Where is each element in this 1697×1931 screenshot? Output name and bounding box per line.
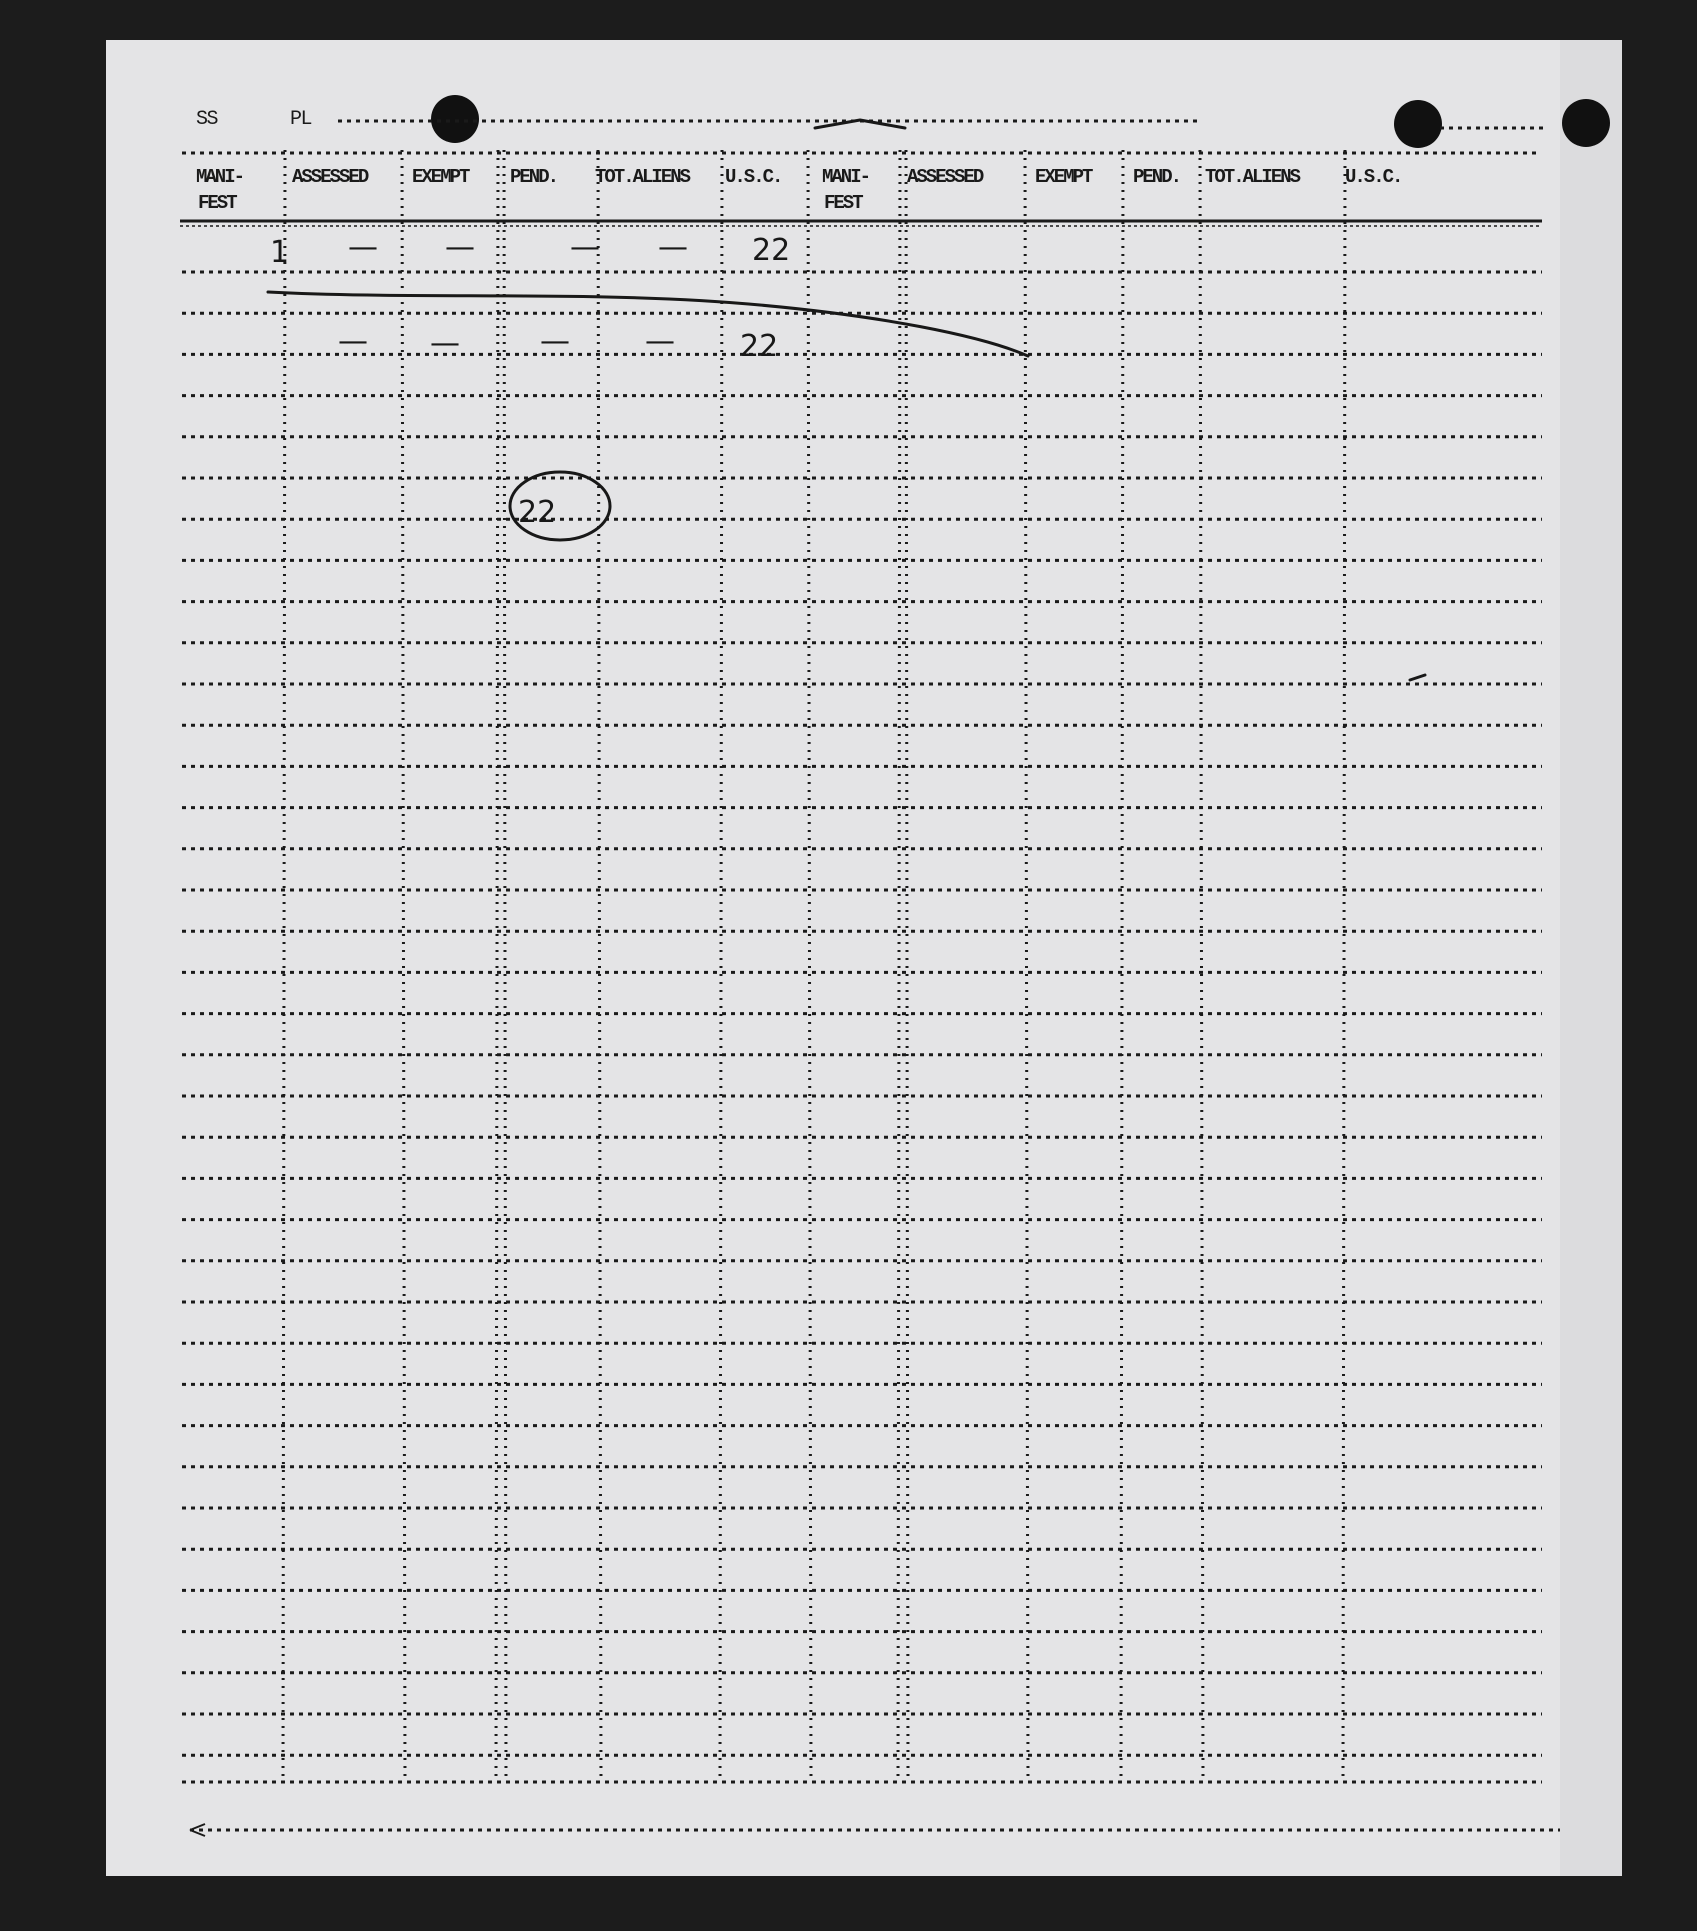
punch-hole — [1394, 100, 1442, 148]
header-exempt: EXEMPT — [412, 166, 469, 188]
header-manifest-2: FEST — [198, 192, 236, 214]
total-exempt: — — [430, 326, 460, 361]
vessel-prefix: SS — [196, 108, 218, 131]
row1-manifest: 1 — [270, 235, 290, 270]
header-exempt-right: EXEMPT — [1035, 166, 1092, 188]
header-usc-right: U.S.C. — [1345, 166, 1402, 188]
row1-assessed: — — [348, 230, 378, 265]
vessel-suffix: PL — [290, 108, 312, 131]
header-manifest-right: MANI- — [822, 166, 870, 188]
total-pend: — — [540, 324, 570, 359]
paper-sheet — [106, 40, 1622, 1876]
header-pend-right: PEND. — [1133, 166, 1181, 188]
row1-usc: 22 — [752, 233, 791, 268]
header-assessed-right: ASSESSED — [907, 166, 983, 188]
paper-edge-shade — [1560, 40, 1622, 1876]
header-pend: PEND. — [510, 166, 558, 188]
total-assessed: — — [338, 324, 368, 359]
circled-total-value: 22 — [518, 495, 557, 530]
header-assessed: ASSESSED — [292, 166, 368, 188]
total-usc: 22 — [740, 329, 779, 364]
header-usc: U.S.C. — [725, 166, 782, 188]
row1-tot-aliens: — — [658, 230, 688, 265]
header-tot-aliens: TOT.ALIENS — [595, 166, 690, 188]
header-tot-aliens-right: TOT.ALIENS — [1205, 166, 1300, 188]
row1-pend: — — [570, 230, 600, 265]
total-tot-aliens: — — [645, 324, 675, 359]
punch-hole — [431, 95, 479, 143]
row1-exempt: — — [445, 230, 475, 265]
header-manifest-right-2: FEST — [824, 192, 862, 214]
punch-hole — [1562, 99, 1610, 147]
header-manifest: MANI- — [196, 166, 244, 188]
